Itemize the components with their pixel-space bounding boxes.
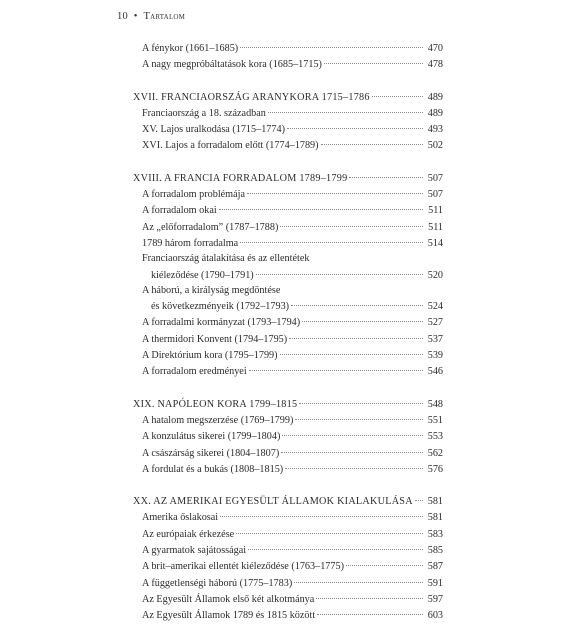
toc-page-number: 576 bbox=[427, 463, 443, 475]
toc-page-number: 514 bbox=[427, 237, 443, 249]
toc-entry-title: A thermidori Konvent (1794–1795) bbox=[142, 333, 288, 345]
toc-block bbox=[133, 170, 443, 380]
dot-leader bbox=[285, 458, 423, 469]
dot-leader bbox=[256, 264, 423, 275]
dot-leader bbox=[280, 216, 423, 227]
toc-entry-title: Az Egyesült Államok első két alkotmánya bbox=[142, 593, 315, 605]
toc-page-number: 502 bbox=[427, 140, 443, 152]
toc-page-number: 553 bbox=[427, 431, 443, 443]
toc-page-number: 551 bbox=[427, 414, 443, 426]
toc-page-number: 591 bbox=[427, 577, 443, 589]
dot-leader bbox=[280, 344, 423, 355]
toc-entry-title: A fordulat és a bukás (1808–1815) bbox=[142, 463, 284, 475]
dot-leader bbox=[299, 393, 423, 404]
toc-entry-title: A konzulátus sikerei (1799–1804) bbox=[142, 431, 281, 443]
dot-leader bbox=[302, 311, 423, 322]
toc-page-number: 587 bbox=[427, 561, 443, 573]
toc-entry[interactable] bbox=[133, 607, 443, 623]
toc-page-number: 562 bbox=[427, 447, 443, 459]
dot-leader bbox=[220, 506, 423, 517]
toc-entry-title: A császárság sikerei (1804–1807) bbox=[142, 447, 280, 459]
toc-entry-title: A forradalom problémája bbox=[142, 189, 245, 201]
toc-entry-title: A háború, a királyság megdöntése bbox=[142, 284, 281, 296]
toc-block bbox=[133, 493, 443, 623]
toc-page-number: 581 bbox=[427, 496, 443, 508]
toc-page-number: 489 bbox=[427, 107, 443, 119]
toc-page-number: 524 bbox=[427, 301, 443, 313]
toc-entry[interactable] bbox=[133, 137, 443, 153]
dot-leader bbox=[268, 102, 423, 113]
toc-entry-title: A Direktórium kora (1795–1799) bbox=[142, 350, 278, 362]
toc-page-number: 603 bbox=[427, 610, 443, 622]
toc-block bbox=[133, 396, 443, 477]
toc-block bbox=[133, 89, 443, 154]
toc-page-number: 507 bbox=[427, 172, 443, 184]
toc-page-number: 493 bbox=[427, 124, 443, 136]
toc-entry-title: Az „előforradalom” (1787–1788) bbox=[142, 221, 279, 233]
toc-entry-title: XVII. FRANCIAORSZÁG ARANYKORA 1715–1786 bbox=[133, 91, 370, 103]
toc-page-number: 527 bbox=[427, 317, 443, 329]
dot-leader bbox=[240, 37, 423, 48]
header-separator: • bbox=[133, 11, 138, 22]
dot-leader bbox=[249, 360, 423, 371]
dot-leader bbox=[324, 53, 423, 64]
toc-page-number: 507 bbox=[427, 189, 443, 201]
toc-page-number: 511 bbox=[428, 221, 443, 233]
table-of-contents bbox=[133, 40, 443, 640]
page-number: 10 bbox=[117, 11, 128, 22]
toc-page-number: 489 bbox=[427, 91, 443, 103]
dot-leader bbox=[372, 86, 423, 97]
toc-entry[interactable] bbox=[133, 461, 443, 477]
dot-leader bbox=[219, 199, 423, 210]
toc-page-number: 511 bbox=[428, 205, 443, 217]
toc-entry-title: A függetlenségi háború (1775–1783) bbox=[142, 577, 293, 589]
toc-page-number: 581 bbox=[427, 512, 443, 524]
toc-page-number: 546 bbox=[427, 366, 443, 378]
toc-page-number: 478 bbox=[427, 59, 443, 71]
toc-entry-title: kiéleződése (1790–1791) bbox=[151, 269, 254, 281]
toc-entry-title: A forradalom okai bbox=[142, 205, 217, 217]
toc-entry-title: XX. AZ AMERIKAI EGYESÜLT ÁLLAMOK KIALAKULÁSA bbox=[133, 496, 413, 508]
toc-page-number: 539 bbox=[427, 350, 443, 362]
toc-entry-title: Amerika őslakosai bbox=[142, 512, 219, 524]
toc-page-number: 585 bbox=[427, 545, 443, 557]
dot-leader bbox=[349, 167, 423, 178]
toc-entry-title: A gyarmatok sajátosságai bbox=[142, 545, 247, 557]
toc-page-number: 520 bbox=[427, 269, 443, 281]
toc-entry-title: Franciaország átalakítása és az ellentétek bbox=[142, 253, 310, 265]
toc-entry-title: A fénykor (1661–1685) bbox=[142, 43, 239, 54]
dot-leader bbox=[316, 588, 423, 599]
toc-entry-title: A forradalom eredményei bbox=[142, 366, 247, 378]
toc-entry-title: Franciaország a 18. században bbox=[142, 107, 266, 119]
dot-leader bbox=[415, 490, 423, 501]
dot-leader bbox=[346, 555, 423, 566]
toc-page-number: 470 bbox=[427, 43, 443, 54]
toc-page-number: 548 bbox=[427, 398, 443, 410]
toc-entry-title: és következményeik (1792–1793) bbox=[151, 301, 290, 313]
dot-leader bbox=[282, 425, 423, 436]
dot-leader bbox=[236, 523, 423, 534]
dot-leader bbox=[295, 409, 423, 420]
dot-leader bbox=[287, 118, 423, 129]
dot-leader bbox=[294, 572, 423, 583]
toc-entry-title: Az európaiak érkezése bbox=[142, 528, 235, 540]
toc-entry-title: A forradalmi kormányzat (1793–1794) bbox=[142, 317, 301, 329]
toc-entry-title: A brit–amerikai ellentét kiéleződése (1763–1775) bbox=[142, 561, 344, 573]
dot-leader bbox=[321, 134, 423, 145]
dot-leader bbox=[247, 183, 423, 194]
running-header bbox=[117, 11, 185, 22]
toc-entry-title: 1789 három forradalma bbox=[142, 237, 239, 249]
dot-leader bbox=[248, 539, 423, 550]
toc-page-number: 583 bbox=[427, 528, 443, 540]
toc-entry-title: Az Egyesült Államok 1789 és 1815 között bbox=[142, 610, 316, 622]
toc-entry[interactable] bbox=[133, 267, 443, 283]
toc-entry-title: XV. Lajos uralkodása (1715–1774) bbox=[142, 124, 285, 136]
toc-entry[interactable] bbox=[133, 363, 443, 379]
toc-entry-title: XVIII. A FRANCIA FORRADALOM 1789–1799 bbox=[133, 172, 348, 184]
dot-leader bbox=[291, 295, 423, 306]
dot-leader bbox=[281, 442, 423, 453]
toc-entry-title: A nagy megpróbáltatások kora (1685–1715) bbox=[142, 59, 322, 71]
toc-entry[interactable] bbox=[133, 56, 443, 72]
toc-entry-title: XIX. NAPÓLEON KORA 1799–1815 bbox=[133, 398, 298, 410]
toc-entry-title: A hatalom megszerzése (1769–1799) bbox=[142, 414, 294, 426]
toc-page-number: 537 bbox=[427, 333, 443, 345]
toc-entry-title: XVI. Lajos a forradalom előtt (1774–1789) bbox=[142, 140, 319, 152]
toc-page-number: 597 bbox=[427, 593, 443, 605]
dot-leader bbox=[317, 604, 423, 615]
dot-leader bbox=[289, 328, 423, 339]
header-title: Tartalom bbox=[143, 11, 186, 22]
toc-block bbox=[133, 40, 443, 73]
dot-leader bbox=[240, 232, 423, 243]
toc-entry[interactable] bbox=[133, 235, 443, 251]
